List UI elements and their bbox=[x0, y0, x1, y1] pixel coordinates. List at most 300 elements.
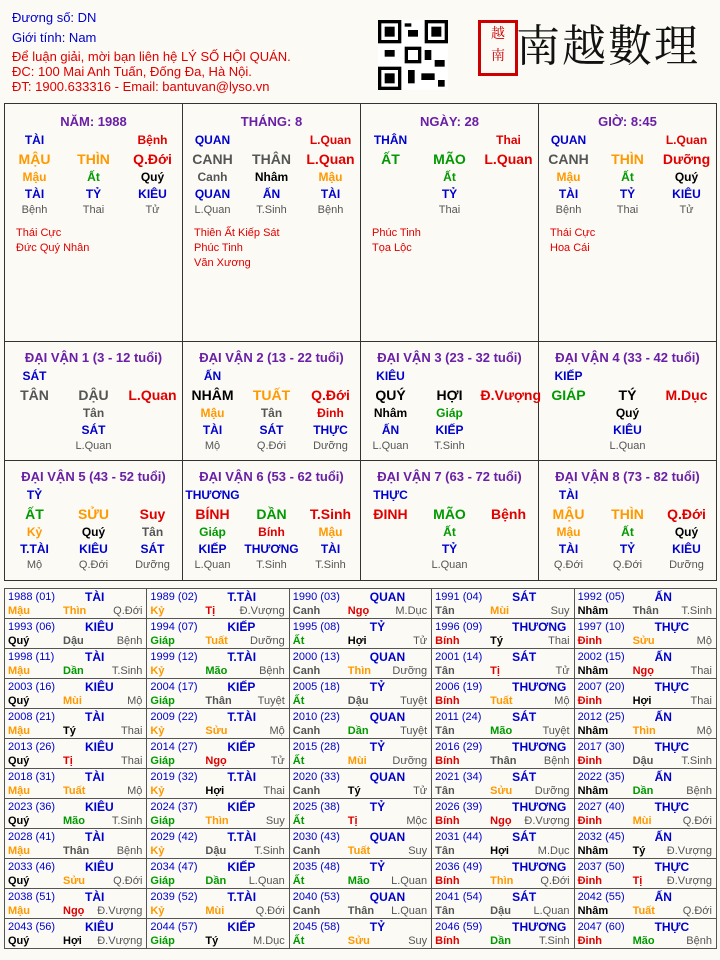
year-god: ẤN bbox=[654, 830, 672, 844]
dai-van-main bbox=[539, 385, 716, 405]
year-branch: Mùi bbox=[490, 605, 510, 617]
year-god: T.TÀI bbox=[227, 890, 257, 904]
year-stage: M.Dục bbox=[537, 845, 570, 857]
year-label: 2037 (50) bbox=[577, 861, 625, 873]
year-label: 2010 (23) bbox=[292, 711, 340, 723]
year-stage: Mộ bbox=[269, 725, 285, 737]
dai-van-hidden-stem-item bbox=[481, 524, 537, 541]
dai-van-hidden-stage bbox=[361, 558, 538, 572]
dai-van-cell[interactable] bbox=[5, 342, 183, 461]
dai-van-hidden-stage-item: Mộ bbox=[26, 559, 43, 571]
dai-van-hidden-stage bbox=[5, 439, 182, 453]
dai-van-hidden-stage-item: Dưỡng bbox=[313, 440, 348, 452]
pillar-hidden-stem-item: Ất bbox=[621, 170, 634, 184]
year-cell[interactable] bbox=[575, 709, 717, 739]
year-branch: Tị bbox=[347, 815, 358, 827]
year-branch: Tuất bbox=[63, 785, 86, 797]
year-label: 2030 (43) bbox=[292, 831, 340, 843]
dai-van-hidden-god-item: T.TÀI bbox=[20, 542, 49, 556]
year-stem: Đinh bbox=[577, 935, 603, 947]
year-cell[interactable] bbox=[147, 739, 289, 769]
year-cell[interactable] bbox=[5, 619, 147, 649]
dai-van-hidden-stage-item: Mộ bbox=[204, 440, 221, 452]
pillar-top-item bbox=[422, 132, 478, 149]
year-stage: Bệnh bbox=[116, 635, 143, 647]
year-cell[interactable] bbox=[5, 799, 147, 829]
year-cell[interactable] bbox=[290, 829, 432, 859]
dai-van-hidden-stage-item bbox=[125, 439, 181, 453]
pillar-top-item: L.Quan bbox=[665, 133, 708, 147]
dai-van-hidden-god bbox=[183, 422, 360, 439]
dai-van-top bbox=[183, 368, 360, 385]
year-stage: Thai bbox=[263, 785, 285, 797]
year-god: SÁT bbox=[512, 710, 537, 724]
year-god: T.TÀI bbox=[227, 650, 257, 664]
year-stage: T.Sinh bbox=[111, 815, 143, 827]
year-branch: Dần bbox=[205, 875, 227, 887]
year-label: 2044 (57) bbox=[150, 921, 198, 933]
pillar-hidden-god bbox=[5, 186, 182, 203]
dai-van-hidden-stem bbox=[539, 524, 716, 541]
year-branch: Tý bbox=[205, 935, 219, 947]
year-god: QUAN bbox=[369, 650, 406, 664]
pillar-cell bbox=[5, 104, 183, 342]
year-stage: Thai bbox=[120, 725, 143, 737]
year-stem: Tân bbox=[435, 605, 455, 617]
dai-van-cell[interactable] bbox=[361, 342, 542, 461]
dai-van-top-item: KIẾP bbox=[554, 369, 583, 383]
pillar-hidden-stage-item: Bệnh bbox=[555, 204, 582, 216]
dai-van-hidden-god-item bbox=[363, 541, 419, 558]
year-stem: Kỷ bbox=[150, 785, 165, 797]
pillar-hidden-stem bbox=[5, 169, 182, 186]
year-stage: Suy bbox=[265, 815, 285, 827]
dai-van-cell[interactable] bbox=[5, 461, 183, 581]
dai-van-hidden-god-item: TÀI bbox=[558, 542, 579, 556]
year-cell[interactable] bbox=[147, 919, 289, 949]
year-cell[interactable] bbox=[290, 679, 432, 709]
star-label: Thái Cực bbox=[550, 227, 596, 239]
year-cell[interactable] bbox=[147, 589, 289, 619]
pillar-hidden-stage-item: Bệnh bbox=[21, 204, 48, 216]
pillar-top-item bbox=[66, 132, 122, 149]
pillar-hidden-god-item bbox=[363, 186, 419, 203]
header bbox=[0, 0, 720, 100]
year-god: THỰC bbox=[654, 620, 690, 634]
star-label: Phúc Tinh bbox=[372, 227, 421, 239]
year-god: TÀI bbox=[85, 770, 105, 784]
year-cell[interactable] bbox=[432, 709, 574, 739]
year-label: 2011 (24) bbox=[435, 711, 482, 723]
dai-van-hidden-god-item: KIÊU bbox=[613, 423, 642, 437]
dai-van-hidden-god-item bbox=[125, 422, 181, 439]
dai-van-main-item: Bệnh bbox=[491, 506, 526, 522]
pillar-hidden-god-item: TỶ bbox=[441, 187, 458, 201]
pillar-hidden-stem-item: Quý bbox=[674, 170, 699, 184]
dai-van-top-item bbox=[659, 368, 715, 385]
pillar-hidden-god-item: TÀI bbox=[558, 187, 579, 201]
year-stage: Suy bbox=[550, 605, 570, 617]
pillar-hidden-stage bbox=[539, 203, 716, 217]
dai-van-hidden-god bbox=[361, 422, 538, 439]
year-label: 1991 (04) bbox=[435, 591, 483, 603]
year-label: 2008 (21) bbox=[8, 711, 56, 723]
dai-van-top bbox=[183, 487, 360, 504]
dai-van-hidden-god bbox=[539, 541, 716, 558]
year-cell[interactable] bbox=[290, 739, 432, 769]
year-god: KIÊU bbox=[85, 620, 114, 634]
year-branch: Tuất bbox=[205, 635, 228, 647]
year-cell[interactable] bbox=[290, 919, 432, 949]
year-label: 2016 (29) bbox=[435, 741, 483, 753]
dai-van-main-item: BÍNH bbox=[195, 506, 230, 522]
year-cell[interactable] bbox=[5, 859, 147, 889]
year-stage: Bệnh bbox=[686, 935, 712, 947]
dai-van-hidden-stem-item: Đinh bbox=[317, 406, 344, 420]
year-label: 2000 (13) bbox=[292, 651, 340, 663]
dai-van-top-item: KIÊU bbox=[376, 369, 405, 383]
year-stage: Dưỡng bbox=[534, 785, 570, 797]
year-cell[interactable] bbox=[290, 799, 432, 829]
year-branch: Ngọ bbox=[632, 665, 654, 677]
year-stage: Tuyệt bbox=[400, 725, 428, 737]
year-cell[interactable] bbox=[432, 799, 574, 829]
year-god: TỶ bbox=[369, 800, 386, 814]
year-label: 2024 (37) bbox=[150, 801, 198, 813]
pillar-hidden-stem bbox=[183, 169, 360, 186]
year-cell[interactable] bbox=[432, 649, 574, 679]
year-cell[interactable] bbox=[5, 679, 147, 709]
dai-van-cell[interactable] bbox=[539, 342, 717, 461]
year-cell[interactable] bbox=[290, 709, 432, 739]
year-cell[interactable] bbox=[575, 619, 717, 649]
year-branch: Dần bbox=[347, 725, 369, 737]
dai-van-title: ĐẠI VẬN 2 (13 - 22 tuổi) bbox=[199, 350, 344, 365]
year-label: 2007 (20) bbox=[577, 681, 625, 693]
year-stage: Thai bbox=[120, 755, 143, 767]
dai-van-hidden-stem-item bbox=[481, 405, 537, 422]
year-cell[interactable] bbox=[147, 649, 289, 679]
pillar-hidden-god bbox=[361, 186, 538, 203]
year-god: QUAN bbox=[369, 590, 406, 604]
year-stem: Quý bbox=[8, 935, 30, 947]
year-cell[interactable] bbox=[575, 859, 717, 889]
year-god: THƯƠNG bbox=[512, 920, 567, 934]
year-label: 2005 (18) bbox=[292, 681, 340, 693]
pillar-hidden-stage-item: L.Quan bbox=[194, 204, 231, 216]
dai-van-top bbox=[539, 368, 716, 385]
year-cell[interactable] bbox=[5, 589, 147, 619]
dai-van-hidden-stage-item bbox=[363, 558, 419, 572]
dai-van-hidden-god-item: TỶ bbox=[441, 542, 458, 556]
dai-van-hidden-stem-item bbox=[125, 405, 181, 422]
year-branch: Tị bbox=[490, 665, 500, 677]
dai-van-top-item bbox=[125, 487, 181, 504]
dai-van-top bbox=[5, 487, 182, 504]
pillar-top-item: QUAN bbox=[194, 133, 231, 147]
year-stage: Dưỡng bbox=[392, 665, 428, 677]
dai-van-hidden-god-item: SÁT bbox=[81, 423, 106, 437]
year-god: ẤN bbox=[654, 590, 672, 604]
dai-van-hidden-stem-item bbox=[363, 524, 419, 541]
year-god: KIÊU bbox=[85, 920, 114, 934]
year-stem: Kỷ bbox=[150, 665, 165, 677]
dai-van-hidden-stem-item: Giáp bbox=[436, 406, 463, 420]
chart-grid bbox=[4, 103, 717, 581]
dai-van-hidden-stem-item bbox=[659, 405, 715, 422]
star-label: Văn Xương bbox=[194, 257, 251, 269]
dai-van-hidden-stage bbox=[539, 439, 716, 453]
year-branch: Sửu bbox=[347, 935, 370, 947]
dai-van-main-item: ẤT bbox=[25, 506, 44, 522]
year-cell[interactable] bbox=[5, 739, 147, 769]
year-branch: Ngọ bbox=[63, 905, 85, 917]
dai-van-main-item: DẬU bbox=[78, 387, 109, 403]
year-god: QUAN bbox=[369, 890, 406, 904]
pillar-hidden-stem-item: Nhâm bbox=[254, 170, 289, 184]
dai-van-main-item: TÝ bbox=[618, 387, 637, 403]
year-stem: Mậu bbox=[8, 785, 30, 797]
year-cell[interactable] bbox=[290, 889, 432, 919]
year-stem: Kỷ bbox=[150, 725, 165, 737]
pillar-main bbox=[5, 149, 182, 169]
year-cell[interactable] bbox=[5, 919, 147, 949]
year-stage: Đ.Vượng bbox=[97, 905, 143, 917]
year-cell[interactable] bbox=[432, 919, 574, 949]
year-stem: Bính bbox=[435, 755, 460, 767]
dai-van-cell[interactable] bbox=[361, 461, 539, 581]
year-god: THỰC bbox=[654, 800, 690, 814]
year-stem: Tân bbox=[435, 845, 455, 857]
year-cell[interactable] bbox=[575, 889, 717, 919]
year-stem: Quý bbox=[8, 635, 30, 647]
year-cell[interactable] bbox=[290, 859, 432, 889]
year-cell[interactable] bbox=[147, 799, 289, 829]
year-cell[interactable] bbox=[5, 769, 147, 799]
year-cell[interactable] bbox=[575, 589, 717, 619]
year-branch: Sửu bbox=[490, 785, 513, 797]
year-stage: Tuyệt bbox=[257, 695, 285, 707]
year-label: 2043 (56) bbox=[8, 921, 56, 933]
year-stem: Quý bbox=[8, 755, 30, 767]
year-stage: Bệnh bbox=[543, 755, 570, 767]
dai-van-hidden-stem bbox=[5, 405, 182, 422]
year-cell[interactable] bbox=[147, 679, 289, 709]
dai-van-hidden-god-item: TÀI bbox=[202, 423, 223, 437]
dai-van-top-item: ẤN bbox=[203, 369, 222, 383]
year-stage: Thai bbox=[548, 635, 570, 647]
dai-van-title: ĐẠI VẬN 6 (53 - 62 tuổi) bbox=[199, 469, 344, 484]
year-stem: Canh bbox=[292, 725, 321, 737]
year-cell[interactable] bbox=[432, 859, 574, 889]
year-cell[interactable] bbox=[147, 829, 289, 859]
pillar-hidden-stem-item bbox=[363, 169, 419, 186]
year-cell[interactable] bbox=[290, 589, 432, 619]
year-cell[interactable] bbox=[432, 619, 574, 649]
dai-van-main bbox=[5, 504, 182, 524]
year-cell[interactable] bbox=[5, 889, 147, 919]
year-branch: Ngọ bbox=[205, 755, 227, 767]
year-cell[interactable] bbox=[432, 739, 574, 769]
year-cell[interactable] bbox=[432, 889, 574, 919]
year-cell[interactable] bbox=[575, 799, 717, 829]
year-cell[interactable] bbox=[575, 919, 717, 949]
year-cell[interactable] bbox=[147, 889, 289, 919]
dai-van-main-item: ĐINH bbox=[373, 506, 408, 522]
pillar-hidden-stem-item: Mậu bbox=[556, 170, 581, 184]
dai-van-hidden-stage-item: L.Quan bbox=[431, 559, 468, 571]
year-label: 1996 (09) bbox=[435, 621, 483, 633]
year-cell[interactable] bbox=[575, 679, 717, 709]
pillar-main-item: THÂN bbox=[252, 151, 291, 167]
year-stem: Tân bbox=[435, 905, 455, 917]
year-stem: Mậu bbox=[8, 905, 30, 917]
year-stem: Canh bbox=[292, 785, 321, 797]
dai-van-hidden-stage-item: T.Sinh bbox=[256, 559, 287, 571]
pillar-main-item: L.Quan bbox=[484, 151, 533, 167]
year-branch: Tý bbox=[63, 725, 76, 737]
year-branch: Ngọ bbox=[347, 605, 370, 617]
dai-van-top-item bbox=[244, 368, 300, 385]
dai-van-hidden-god-item bbox=[481, 541, 537, 558]
star-label: Phúc Tinh bbox=[194, 242, 243, 254]
year-cell[interactable] bbox=[147, 769, 289, 799]
year-label: 2034 (47) bbox=[150, 861, 198, 873]
dai-van-hidden-stage bbox=[5, 558, 182, 572]
dai-van-hidden-god-item: THỰC bbox=[313, 423, 348, 437]
dai-van-hidden-stage-item bbox=[481, 558, 537, 572]
year-god: ẤN bbox=[654, 710, 672, 724]
year-stem: Canh bbox=[292, 845, 321, 857]
year-god: KIẾP bbox=[227, 800, 256, 814]
dai-van-hidden-god-item: SÁT bbox=[259, 423, 284, 437]
year-god: THƯƠNG bbox=[512, 740, 567, 754]
year-cell[interactable] bbox=[575, 649, 717, 679]
year-god: TÀI bbox=[85, 650, 105, 664]
qr-code-icon bbox=[378, 20, 448, 90]
pillar-hidden-stem-item: Mậu bbox=[318, 170, 343, 184]
pillar-hidden-stem-item: Mậu bbox=[22, 170, 47, 184]
year-stem: Quý bbox=[8, 695, 30, 707]
dai-van-cell[interactable] bbox=[539, 461, 717, 581]
dai-van-main-item: TÂN bbox=[20, 387, 49, 403]
year-stem: Kỷ bbox=[150, 905, 165, 917]
pillar-main bbox=[361, 149, 538, 169]
pillar-top-item: THÂN bbox=[373, 133, 408, 147]
year-god: ẤN bbox=[654, 650, 672, 664]
pillar-hidden-god bbox=[183, 186, 360, 203]
dai-van-hidden-stage bbox=[183, 558, 360, 572]
dai-van-title: ĐẠI VẬN 8 (73 - 82 tuổi) bbox=[555, 469, 700, 484]
year-stem: Ất bbox=[292, 635, 305, 647]
dai-van-top bbox=[539, 487, 716, 504]
dai-van-main bbox=[361, 385, 542, 405]
dai-van-hidden-stage-item: Q.Đới bbox=[553, 559, 584, 571]
year-label: 2002 (15) bbox=[577, 651, 625, 663]
dai-van-hidden-stem-item: Bính bbox=[258, 525, 285, 539]
year-branch: Mão bbox=[347, 875, 370, 887]
year-stem: Tân bbox=[435, 725, 455, 737]
year-stage: Đ.Vượng bbox=[239, 605, 285, 617]
year-label: 2032 (45) bbox=[577, 831, 625, 843]
year-stem: Nhâm bbox=[577, 785, 609, 797]
year-cell[interactable] bbox=[290, 649, 432, 679]
pillar-main-item: CANH bbox=[192, 151, 233, 167]
year-cell[interactable] bbox=[432, 829, 574, 859]
year-label: 2023 (36) bbox=[8, 801, 56, 813]
year-cell[interactable] bbox=[575, 829, 717, 859]
year-stem: Quý bbox=[8, 875, 30, 887]
dai-van-hidden-stage bbox=[183, 439, 360, 453]
contact-line: Để luận giải, mời bạn liên hệ LÝ SỐ HỘI QUÁN. bbox=[12, 49, 291, 64]
year-cell[interactable] bbox=[147, 619, 289, 649]
dai-van-hidden-stem bbox=[361, 405, 538, 422]
logo-seal-icon: 越 南 bbox=[478, 20, 518, 76]
year-label: 2017 (30) bbox=[577, 741, 625, 753]
year-stem: Giáp bbox=[150, 815, 175, 827]
pillar-hidden-stage bbox=[361, 203, 538, 217]
dai-van-main bbox=[539, 504, 716, 524]
year-cell[interactable] bbox=[5, 649, 147, 679]
dai-van-main-item: Q.Đới bbox=[667, 506, 706, 522]
year-stage: Đ.Vượng bbox=[666, 845, 712, 857]
annual-table bbox=[4, 588, 717, 949]
year-cell[interactable] bbox=[5, 709, 147, 739]
dai-van-cell[interactable] bbox=[183, 342, 361, 461]
year-branch: Tị bbox=[205, 605, 216, 617]
year-label: 2047 (60) bbox=[577, 921, 625, 933]
star-label: Thiên Ất Kiếp Sát bbox=[194, 227, 280, 239]
year-stage: Mộc bbox=[406, 815, 428, 827]
year-god: THỰC bbox=[654, 920, 690, 934]
year-branch: Dậu bbox=[490, 905, 511, 917]
dai-van-hidden-stem bbox=[183, 405, 360, 422]
dai-van-hidden-stage-item: Q.Đới bbox=[612, 559, 643, 571]
year-cell[interactable] bbox=[432, 589, 574, 619]
year-stage: T.Sinh bbox=[681, 605, 712, 617]
year-stem: Bính bbox=[435, 635, 460, 647]
dai-van-hidden-stem-item: Tân bbox=[260, 406, 283, 420]
year-cell[interactable] bbox=[432, 769, 574, 799]
year-label: 1992 (05) bbox=[577, 591, 625, 603]
year-stage: Tử bbox=[270, 755, 285, 767]
year-cell[interactable] bbox=[5, 829, 147, 859]
pillar-hidden-god-item: QUAN bbox=[194, 187, 231, 201]
year-god: SÁT bbox=[512, 830, 537, 844]
year-cell[interactable] bbox=[147, 859, 289, 889]
year-stem: Giáp bbox=[150, 935, 175, 947]
year-branch: Thân bbox=[490, 755, 517, 767]
year-cell[interactable] bbox=[147, 709, 289, 739]
year-cell[interactable] bbox=[432, 679, 574, 709]
dai-van-title: ĐẠI VẬN 3 (23 - 32 tuổi) bbox=[377, 350, 522, 365]
dai-van-cell[interactable] bbox=[183, 461, 361, 581]
year-label: 2021 (34) bbox=[435, 771, 483, 783]
year-cell[interactable] bbox=[575, 739, 717, 769]
dai-van-hidden-stem-item bbox=[7, 405, 63, 422]
year-stage: Dưỡng bbox=[392, 755, 428, 767]
dai-van-top bbox=[361, 487, 538, 504]
year-stage: Q.Đới bbox=[540, 875, 570, 887]
pillar-top-item: TÀI bbox=[24, 133, 45, 147]
year-stage: Tử bbox=[413, 785, 428, 797]
year-cell[interactable] bbox=[290, 769, 432, 799]
year-branch: Mão bbox=[490, 725, 513, 737]
year-cell[interactable] bbox=[290, 619, 432, 649]
phone-email-line[interactable]: ĐT: 1900.633316 - Email: bantuvan@lyso.vn bbox=[12, 79, 270, 94]
year-cell[interactable] bbox=[575, 769, 717, 799]
year-god: SÁT bbox=[512, 650, 537, 664]
